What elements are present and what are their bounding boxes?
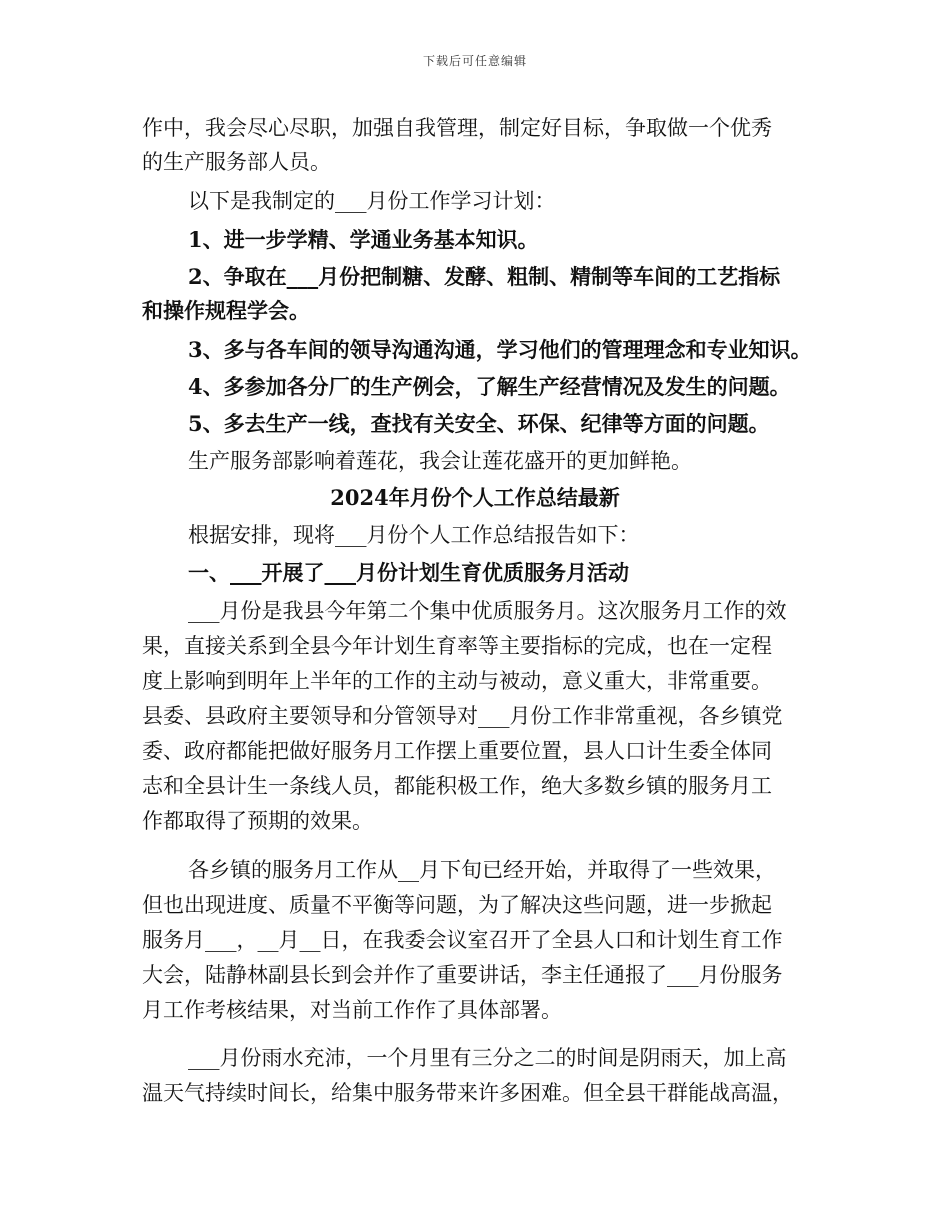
text-line: 各乡镇的服务月工作从__月下旬已经开始，并取得了一些效果， bbox=[188, 858, 776, 882]
text-line: ___月份是我县今年第二个集中优质服务月。这次服务月工作的效 bbox=[188, 599, 787, 623]
text-line: 果，直接关系到全县今年计划生育率等主要指标的完成，也在一定程 bbox=[142, 634, 772, 658]
text-line: 的生产服务部人员。 bbox=[142, 150, 331, 174]
text-line: 以下是我制定的___月份工作学习计划： bbox=[188, 189, 556, 213]
section-heading-1: 一、___开展了___月份计划生育优质服务月活动 bbox=[188, 560, 629, 585]
text-line: 作都取得了预期的效果。 bbox=[142, 809, 373, 833]
text-line: 度上影响到明年上半年的工作的主动与被动，意义重大，非常重要。 bbox=[142, 669, 772, 693]
text-line: 志和全县计生一条线人员，都能积极工作，绝大多数乡镇的服务月工 bbox=[142, 774, 772, 798]
text-line: 月工作考核结果，对当前工作作了具体部署。 bbox=[142, 998, 562, 1022]
text-line: 服务月___，__月__日，在我委会议室召开了全县人口和计划生育工作 bbox=[142, 928, 783, 952]
text-line: 根据安排，现将___月份个人工作总结报告如下： bbox=[188, 523, 640, 547]
text-line: 委、政府都能把做好服务月工作摆上重要位置，县人口计生委全体同 bbox=[142, 739, 772, 763]
text-line: 温天气持续时间长，给集中服务带来许多困难。但全县干群能战高温， bbox=[142, 1081, 793, 1105]
text-line: 县委、县政府主要领导和分管领导对___月份工作非常重视，各乡镇党 bbox=[142, 704, 783, 728]
plan-item-2: 2、争取在___月份把制糖、发酵、粗制、精制等车间的工艺指标 bbox=[188, 264, 781, 289]
section-title: 2024年月份个人工作总结最新 bbox=[330, 485, 620, 510]
text-line: 作中，我会尽心尽职，加强自我管理，制定好目标，争取做一个优秀 bbox=[142, 116, 772, 140]
text-line: 但也出现进度、质量不平衡等问题，为了解决这些问题，进一步掀起 bbox=[142, 893, 772, 917]
page-header-note: 下载后可任意编辑 bbox=[422, 54, 527, 68]
plan-item-1: 1、进一步学精、学通业务基本知识。 bbox=[188, 227, 539, 252]
text-line: 大会，陆静林副县长到会并作了重要讲话，李主任通报了___月份服务 bbox=[142, 963, 783, 987]
text-line: 生产服务部影响着莲花，我会让莲花盛开的更加鲜艳。 bbox=[188, 449, 692, 473]
plan-item-4: 4、多参加各分厂的生产例会，了解生产经营情况及发生的问题。 bbox=[188, 374, 791, 399]
plan-item-3: 3、多与各车间的领导沟通沟通，学习他们的管理理念和专业知识。 bbox=[188, 337, 812, 362]
text-line: ___月份雨水充沛，一个月里有三分之二的时间是阴雨天，加上高 bbox=[188, 1046, 787, 1070]
plan-item-5: 5、多去生产一线，查找有关安全、环保、纪律等方面的问题。 bbox=[188, 411, 770, 436]
plan-item-2-cont: 和操作规程学会。 bbox=[142, 298, 310, 323]
